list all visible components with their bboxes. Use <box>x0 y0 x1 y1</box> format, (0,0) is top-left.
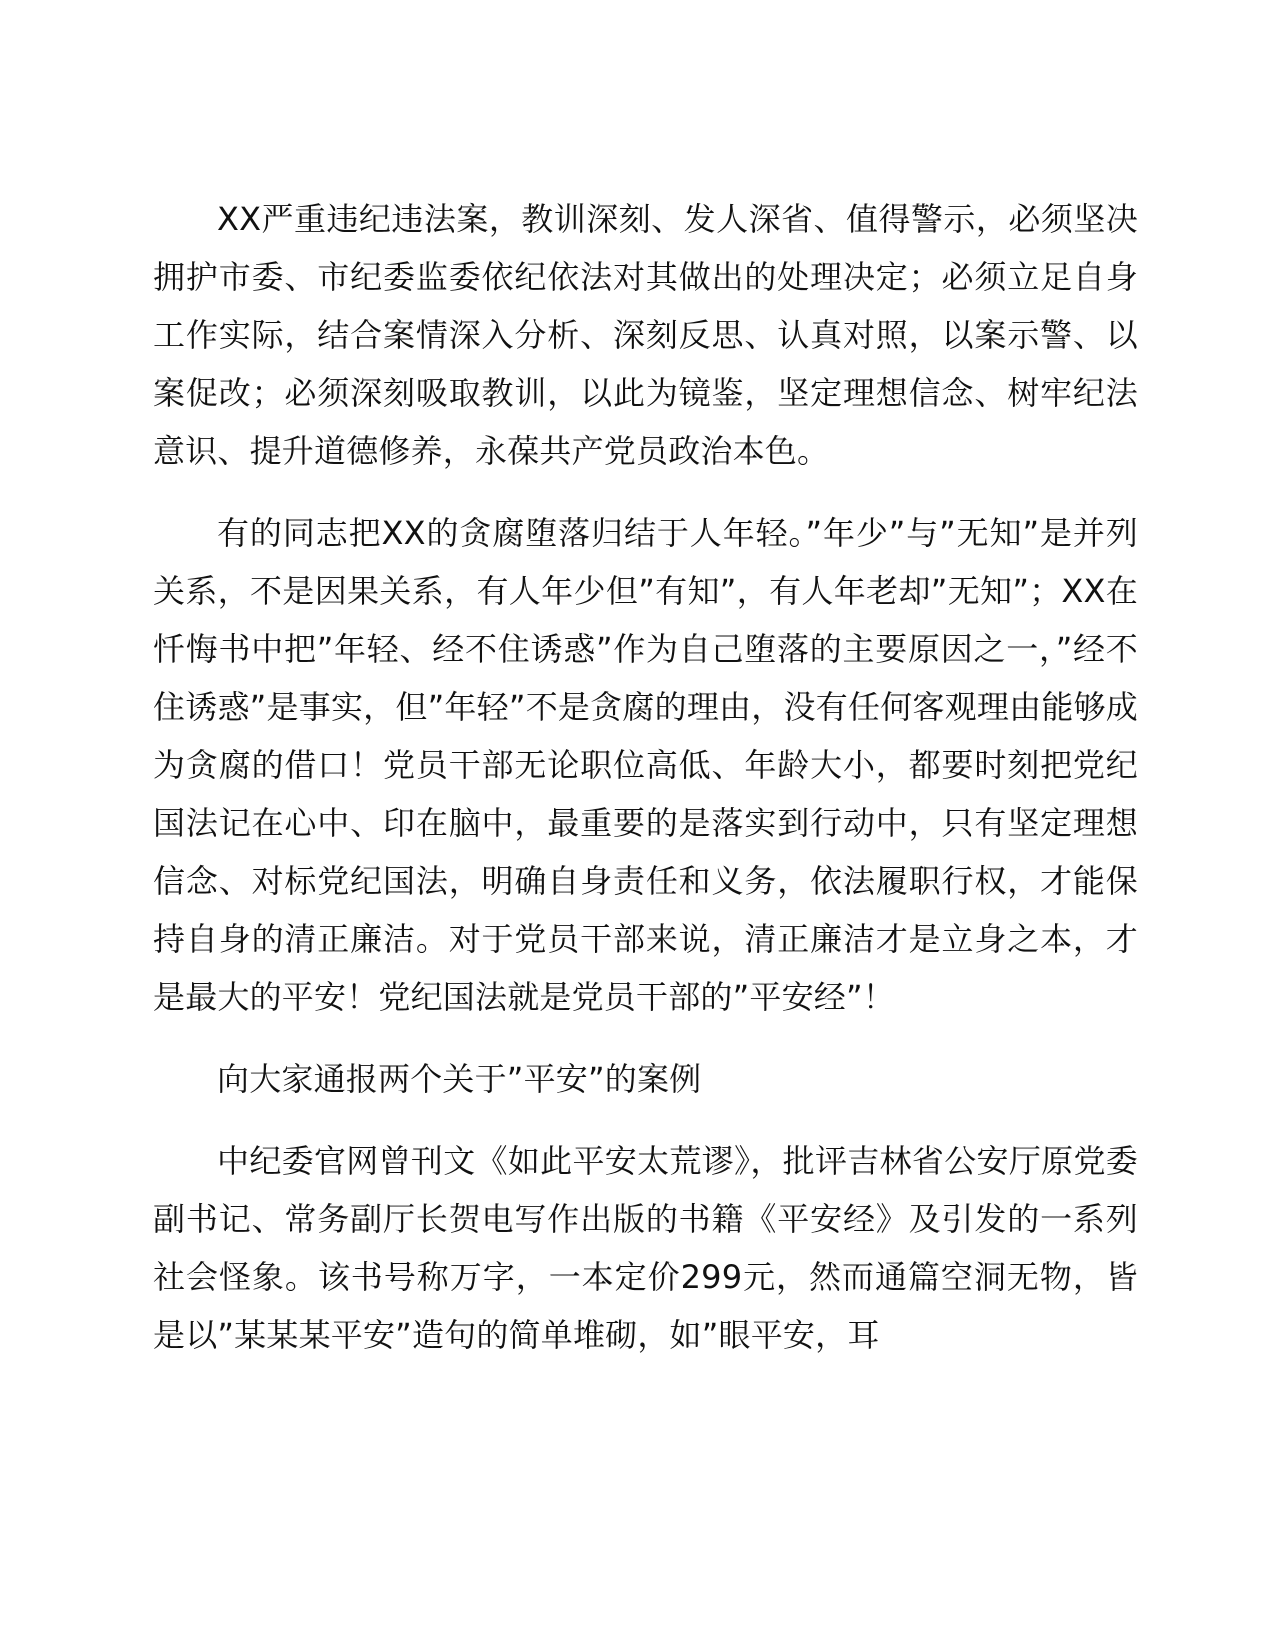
document-body <box>153 190 1138 1388</box>
paragraph-case-intro: 向大家通报两个关于”平安”的案例 <box>217 1060 702 1098</box>
paragraph-pingan-case: 中纪委官网曾刊文《如此平安太荒谬》，批评吉林省公安厅原党委副书记、常务副厅长贺电写作出版的书籍《平安经》及引发的一系列社会怪象。该书号称万字，一本定价299元，然而通篇空洞无物，皆是以”某某某平安”造句的简单堆砌，如”眼平安，耳 <box>153 1142 1138 1354</box>
paragraph-warning: XX严重违纪违法案，教训深刻、发人深省、值得警示，必须坚决拥护市委、市纪委监委依纪依法对其做出的处理决定；必须立足自身工作实际，结合案情深入分析、深刻反思、认真对照，以案示警、以案促改；必须深刻吸取教训，以此为镜鉴，坚定理想信念、树牢纪法意识、提升道德修养，永葆共产党员政治本色。 <box>153 200 1138 470</box>
paragraph-youth-argument: 有的同志把XX的贪腐堕落归结于人年轻。”年少”与”无知”是并列关系，不是因果关系，有人年少但”有知”，有人年老却”无知”；XX在忏悔书中把”年轻、经不住诱惑”作为自己堕落的主要原因之一，”经不住诱惑”是事实，但”年轻”不是贪腐的理由，没有任何客观理由能够成为贪腐的借口！党员干部无论职位高低、年龄大小，都要时刻把党纪国法记在心中、印在脑中，最重要的是落实到行动中，只有坚定理想信念、对标党纪国法，明确自身责任和义务，依法履职行权，才能保持自身的清正廉洁。对于党员干部来说，清正廉洁才是立身之本，才是最大的平安！党纪国法就是党员干部的”平安经”！ <box>153 514 1138 1016</box>
